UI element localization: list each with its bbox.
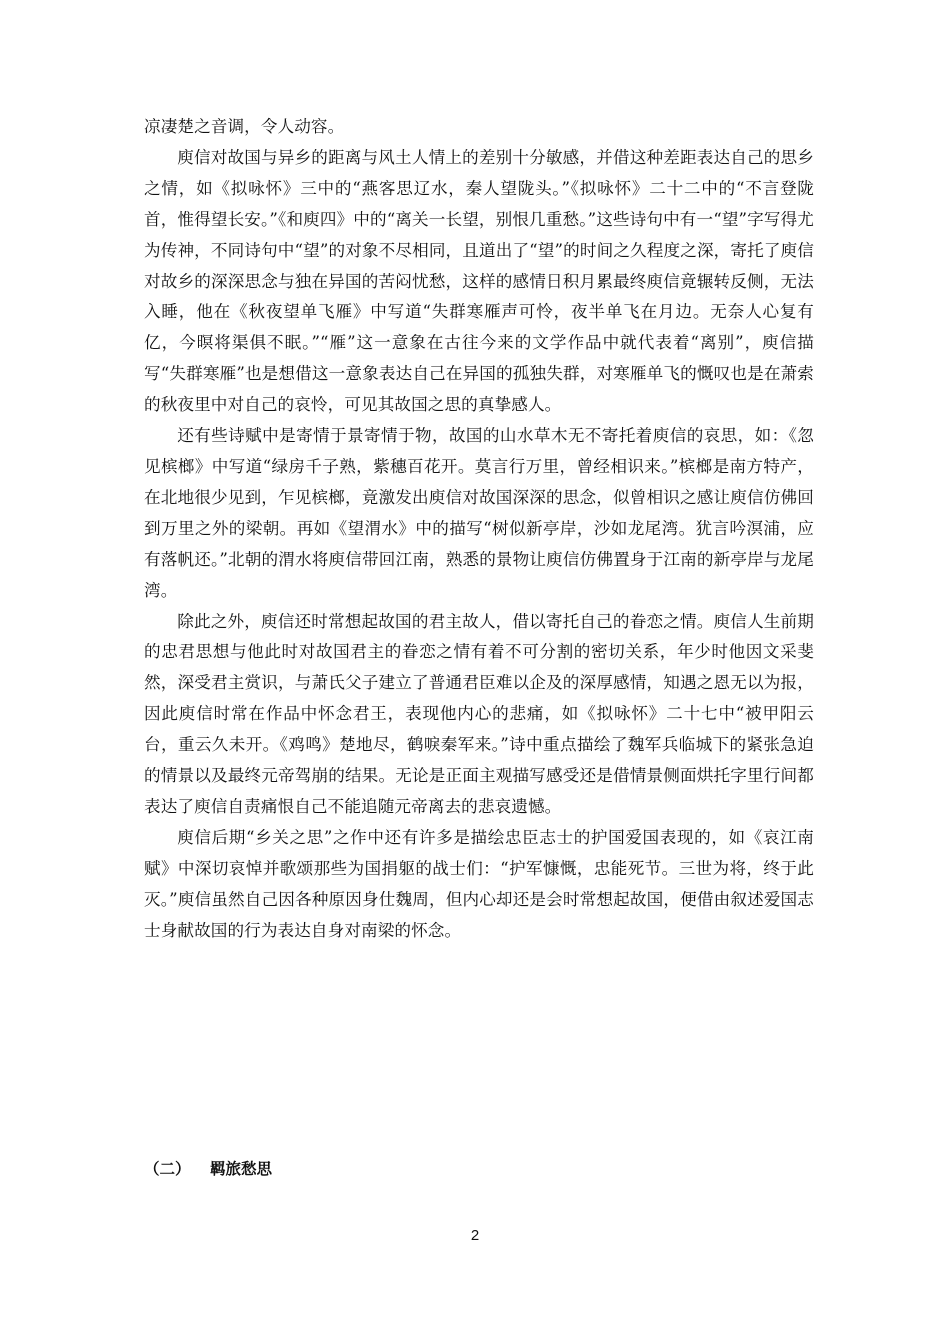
paragraph-longing-for-ruler: 除此之外，庾信还时常想起故国的君主故人，借以寄托自己的眷恋之情。庾信人生前期的忠君思想与他此时对故国君主的眷恋之情有着不可分割的密切关系，年少时他因文采斐然，深受君主赏识，与萧氏父子建立了普通君臣难以企及的深厚感情，知遇之恩无以为报，因此庾信时常在作品中怀念君王，表现他内心的悲痛，如《拟咏怀》二十七中“被甲阳云台，重云久未开。《鸡鸣》楚地尽，鹤唳秦军来。”诗中重点描绘了魏军兵临城下的紧张急迫的情景以及最终元帝驾崩的结果。无论是正面主观描写感受还是借情景侧面烘托字里行间都表达了庾信自责痛恨自己不能追随元帝离去的悲哀遗憾。: [144, 611, 814, 816]
section-heading: [144, 1157, 272, 1181]
section-heading-number: （二）: [144, 1160, 191, 1178]
page-number: 2: [470, 1227, 480, 1244]
paragraph-distance-and-gaze: 庾信对故国与异乡的距离与风土人情上的差别十分敏感，并借这种差距表达自己的思乡之情，如《拟咏怀》三中的“燕客思辽水，秦人望陇头。”《拟咏怀》二十二中的“不言登陇首，惟得望长安。”《和庾四》中的“离关一长望，别恨几重愁。”这些诗句中有一“望”字写得尤为传神，不同诗句中“望”的对象不尽相同，且道出了“望”的时间之久程度之深，寄托了庾信对故乡的深深思念与独在异国的苦闷忧愁，这样的感情日积月累最终庾信竟辗转反侧，无法入睡，他在《秋夜望单飞雁》中写道“失群寒雁声可怜，夜半单飞在月边。无奈人心复有亿，今暝将渠俱不眠。”“雁”这一意象在古往今来的文学作品中就代表着“离别”，庾信描写“失群寒雁”也是想借这一意象表达自己在异国的孤独失群，对寒雁单飞的慨叹也是在萧索的秋夜里中对自己的哀怜，可见其故国之思的真挚感人。: [144, 147, 814, 415]
paragraph-patriotic-heroes: 庾信后期“乡关之思”之作中还有许多是描绘忠臣志士的护国爱国表现的，如《哀江南赋》中深切哀悼并歌颂那些为国捐躯的战士们：“护军慷慨，忠能死节。三世为将，终于此灭。”庾信虽然自己因各种原因身仕魏周，但内心却还是会时常想起故国，便借由叙述爱国志士身献故国的行为表达自身对南梁的怀念。: [144, 827, 814, 940]
body-text: [144, 112, 814, 946]
paragraph-scenery-and-objects: 还有些诗赋中是寄情于景寄情于物，故国的山水草木无不寄托着庾信的哀思，如：《忽见槟榔》中写道“绿房千子熟，紫穗百花开。莫言行万里，曾经相识来。”槟榔是南方特产，在北地很少见到，乍见槟榔，竟激发出庾信对故国深深的思念，似曾相识之感让庾信仿佛回到万里之外的梁朝。再如《望渭水》中的描写“树似新亭岸，沙如龙尾湾。犹言吟溟浦，应有落帆还。”北朝的渭水将庾信带回江南，熟悉的景物让庾信仿佛置身于江南的新亭岸与龙尾湾。: [144, 426, 814, 600]
paragraph-continuation: 凉凄楚之音调，令人动容。: [144, 117, 345, 136]
section-heading-title: 羁旅愁思: [210, 1160, 273, 1178]
